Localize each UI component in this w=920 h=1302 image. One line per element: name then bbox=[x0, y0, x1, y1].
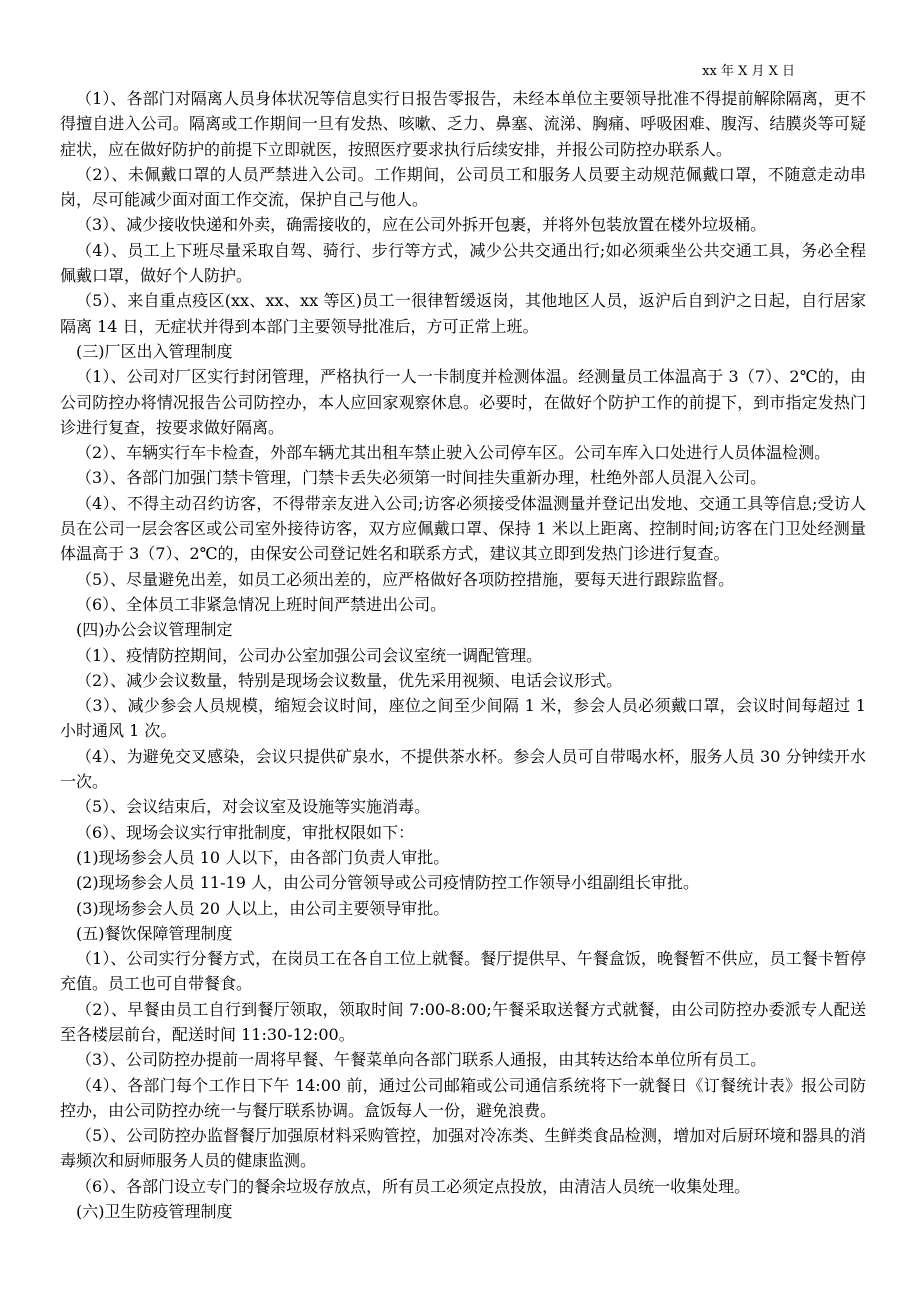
paragraph: （6）、现场会议实行审批制度，审批权限如下： bbox=[76, 822, 415, 842]
paragraph: （6）、各部门设立专门的餐余垃圾存放点，所有员工必须定点投放，由清洁人员统一收集处理。 bbox=[76, 1176, 751, 1196]
paragraph: （2）、车辆实行车卡检查，外部车辆尤其出租车禁止驶入公司停车区。公司车库入口处进行人员体温检测。 bbox=[76, 443, 831, 463]
paragraph: （1）、各部门对隔离人员身体状况等信息实行日报告零报告，未经本单位主要领导批准不得提前解除隔离，更不得擅自进入公司。隔离或工作期间一旦有发热、咳嗽、乏力、鼻塞、流涕、胸痛、呼吸困难、腹泻、结膜炎等可疑症状，应在做好防护的前提下立即就医，按照医疗要求执行后续安排，并报公司防控办联系人。 bbox=[60, 89, 866, 159]
paragraph: （4）、员工上下班尽量采取自驾、骑行、步行等方式，减少公共交通出行;如必须乘坐公共交通工具，务必全程佩戴口罩，做好个人防护。 bbox=[60, 240, 866, 286]
paragraph: （2）、未佩戴口罩的人员严禁进入公司。工作期间，公司员工和服务人员要主动规范佩戴口罩，不随意走动串岗，尽可能减少面对面工作交流，保护自己与他人。 bbox=[60, 164, 866, 210]
header-date: xx 年 X 月 X 日 bbox=[702, 64, 795, 79]
section-heading: (四)办公会议管理制定 bbox=[76, 620, 233, 640]
paragraph: (3)现场参会人员 20 人以上，由公司主要领导审批。 bbox=[76, 898, 450, 918]
paragraph: （3）、各部门加强门禁卡管理，门禁卡丢失必须第一时间挂失重新办理，杜绝外部人员混入公司。 bbox=[76, 468, 767, 488]
section-heading: (五)餐饮保障管理制度 bbox=[76, 923, 233, 943]
paragraph: （1）、公司实行分餐方式，在岗员工在各自工位上就餐。餐厅提供早、午餐盒饭，晚餐暂不供应，员工餐卡暂停充值。员工也可自带餐食。 bbox=[60, 949, 866, 994]
paragraph: （2）、减少会议数量，特别是现场会议数量，优先采用视频、电话会议形式。 bbox=[76, 670, 623, 690]
section-heading: (六)卫生防疫管理制度 bbox=[76, 1202, 233, 1222]
paragraph: (1)现场参会人员 10 人以下，由各部门负责人审批。 bbox=[76, 847, 450, 867]
paragraph: （5）、公司防控办监督餐厅加强原材料采购管控，加强对冷冻类、生鲜类食品检测，增加对后厨环境和器具的消毒频次和厨师服务人员的健康监测。 bbox=[60, 1126, 866, 1171]
paragraph: （5）、来自重点疫区(xx、xx、xx 等区)员工一很律暂缓返岗，其他地区人员，返沪后自到沪之日起，自行居家隔离 14 日，无症状并得到本部门主要领导批准后，方可正常上班。 bbox=[60, 291, 866, 336]
document-body bbox=[60, 86, 866, 1224]
paragraph: （1）、公司对厂区实行封闭管理，严格执行一人一卡制度并检测体温。经测量员工体温高于 3（7）、2℃的，由公司防控办将情况报告公司防控办，本人应回家观察休息。必要时，在做好个防护工作的前提下，到市指定发热门诊进行复查，按要求做好隔离。 bbox=[60, 367, 866, 437]
paragraph: (2)现场参会人员 11-19 人，由公司分管领导或公司疫情防控工作领导小组副组长审批。 bbox=[76, 873, 699, 893]
paragraph: （3）、减少参会人员规模，缩短会议时间，座位之间至少间隔 1 米，参会人员必须戴口罩，会议时间每超过 1 小时通风 1 次。 bbox=[60, 696, 866, 741]
paragraph: （5）、会议结束后，对会议室及设施等实施消毒。 bbox=[76, 797, 431, 817]
paragraph: （3）、公司防控办提前一周将早餐、午餐菜单向各部门联系人通报，由其转达给本单位所有员工。 bbox=[76, 1050, 767, 1070]
section-heading: (三)厂区出入管理制度 bbox=[76, 341, 233, 361]
paragraph: （6）、全体员工非紧急情况上班时间严禁进出公司。 bbox=[76, 594, 447, 614]
paragraph: （4）、各部门每个工作日下午 14:00 前，通过公司邮箱或公司通信系统将下一就餐日《订餐统计表》报公司防控办，由公司防控办统一与餐厅联系协调。盒饭每人一份，避免浪费。 bbox=[60, 1075, 866, 1120]
paragraph: （5）、尽量避免出差，如员工必须出差的，应严格做好各项防控措施，要每天进行跟踪监督。 bbox=[76, 569, 735, 589]
paragraph: （2）、早餐由员工自行到餐厅领取，领取时间 7:00-8:00;午餐采取送餐方式就餐，由公司防控办委派专人配送至各楼层前台，配送时间 11:30-12:00。 bbox=[60, 999, 866, 1044]
paragraph: （1）、疫情防控期间，公司办公室加强公司会议室统一调配管理。 bbox=[76, 645, 543, 665]
paragraph: （4）、不得主动召约访客，不得带亲友进入公司;访客必须接受体温测量并登记出发地、交通工具等信息;受访人员在公司一层会客区或公司室外接待访客，双方应佩戴口罩、保持 1 米以上距离、控制时间;访客在门卫处经测量体温高于 3（7）、2℃的，由保安公司登记姓名和联系方式，建议其立即到发热门诊进行复查。 bbox=[60, 493, 866, 564]
paragraph: （4）、为避免交叉感染，会议只提供矿泉水，不提供茶水杯。参会人员可自带喝水杯，服务人员 30 分钟续开水一次。 bbox=[60, 746, 866, 792]
paragraph: （3）、减少接收快递和外卖，确需接收的，应在公司外拆开包裹，并将外包装放置在楼外垃圾桶。 bbox=[76, 215, 767, 235]
